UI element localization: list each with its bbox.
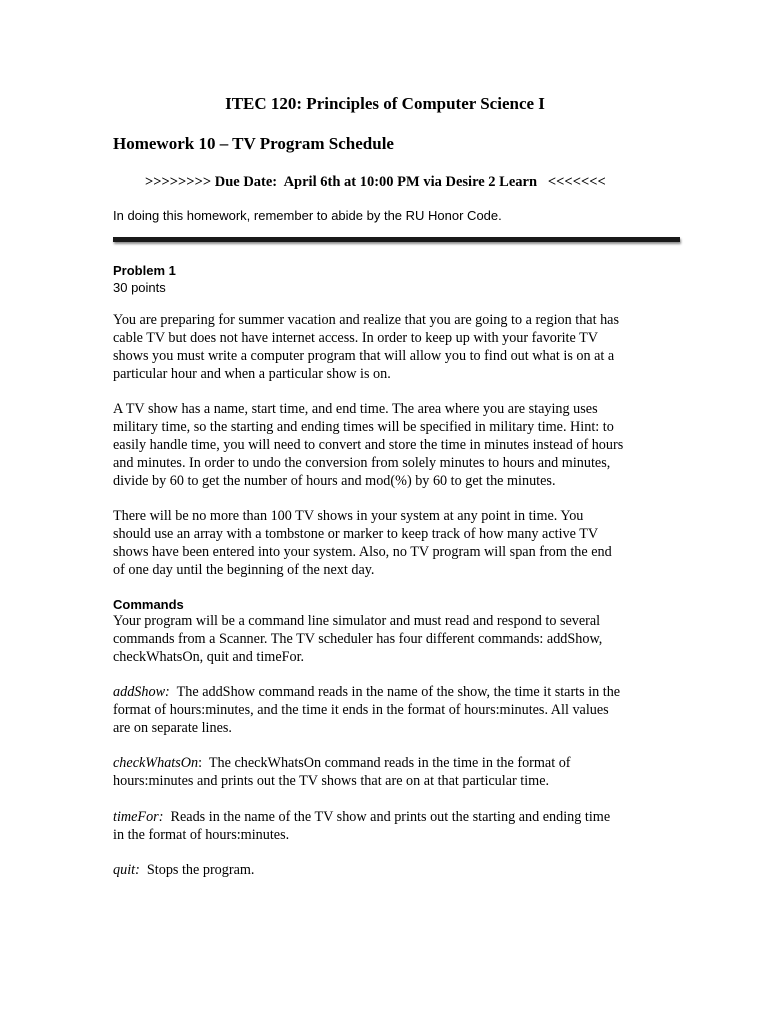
paragraph-line: particular hour and when a particular show is on. [113,365,391,382]
command-name: timeFor: [113,809,164,825]
paragraph-line: cable TV but does not have internet access. In order to keep up with your favorite TV [113,329,598,346]
limits-paragraph [113,508,673,580]
due-date-line: >>>>>>>> Due Date: April 6th at 10:00 PM via Desire 2 Learn <<<<<<< [145,174,606,190]
paragraph-line: shows you must write a computer program that will allow you to find out what is on at a [113,347,615,364]
paragraph-line [113,809,673,827]
paragraph-line [113,755,673,773]
paragraph-line: in the format of hours:minutes. [113,826,290,843]
paragraph-line: Your program will be a command line simulator and must read and respond to several [113,613,601,629]
homework-title: Homework 10 – TV Program Schedule [113,134,394,153]
command-name: checkWhatsOn [113,755,199,771]
commands-heading: Commands [113,597,184,612]
paragraph-line: should use an array with a tombstone or marker to keep track of how many active TV [113,525,599,542]
paragraph-line: easily handle time, you will need to convert and store the time in minutes instead of hours [113,436,624,453]
paragraph-line: and minutes. In order to undo the conversion from solely minutes to hours and minutes, [113,454,611,471]
check-whats-on-paragraph [113,755,673,791]
quit-paragraph [113,862,673,880]
command-description: Stops the program. [139,862,255,878]
problem-heading: Problem 1 [113,263,176,278]
paragraph-line: divide by 60 to get the number of hours and mod(%) by 60 to get the minutes. [113,472,556,489]
command-description: The addShow command reads in the name of the show, the time it starts in the [169,684,621,700]
command-name: addShow: [113,684,170,700]
paragraph-line: format of hours:minutes, and the time it ends in the format of hours:minutes. All values [113,701,609,718]
paragraph-line: commands from a Scanner. The TV scheduler has four different commands: addShow, [113,630,603,647]
paragraph-line [113,684,673,702]
time-for-paragraph [113,809,673,845]
paragraph-line: You are preparing for summer vacation and realize that you are going to a region that has [113,312,619,328]
time-paragraph [113,401,673,491]
paragraph-line [113,862,673,880]
paragraph-line: of one day until the beginning of the next day. [113,561,375,578]
command-name: quit: [113,862,140,878]
paragraph-line: There will be no more than 100 TV shows in your system at any point in time. You [113,508,584,524]
honor-code-note: In doing this homework, remember to abide by the RU Honor Code. [113,208,502,223]
paragraph-line: shows have been entered into your system. Also, no TV program will span from the end [113,543,612,560]
paragraph-line: are on separate lines. [113,719,232,736]
problem-points: 30 points [113,280,166,295]
commands-intro-paragraph [113,613,673,667]
paragraph-line: A TV show has a name, start time, and end time. The area where you are staying uses [113,401,598,417]
add-show-paragraph [113,684,673,738]
command-description: Reads in the name of the TV show and prints out the starting and ending time [163,809,611,825]
paragraph-line: military time, so the starting and ending times will be specified in military time. Hint: to [113,418,614,435]
paragraph-line: hours:minutes and prints out the TV shows that are on at that particular time. [113,772,550,789]
paragraph-line: checkWhatsOn, quit and timeFor. [113,648,305,665]
command-description: : The checkWhatsOn command reads in the time in the format of [198,755,571,771]
intro-paragraph [113,312,673,384]
course-title: ITEC 120: Principles of Computer Science I [225,94,545,113]
horizontal-divider [113,237,680,242]
